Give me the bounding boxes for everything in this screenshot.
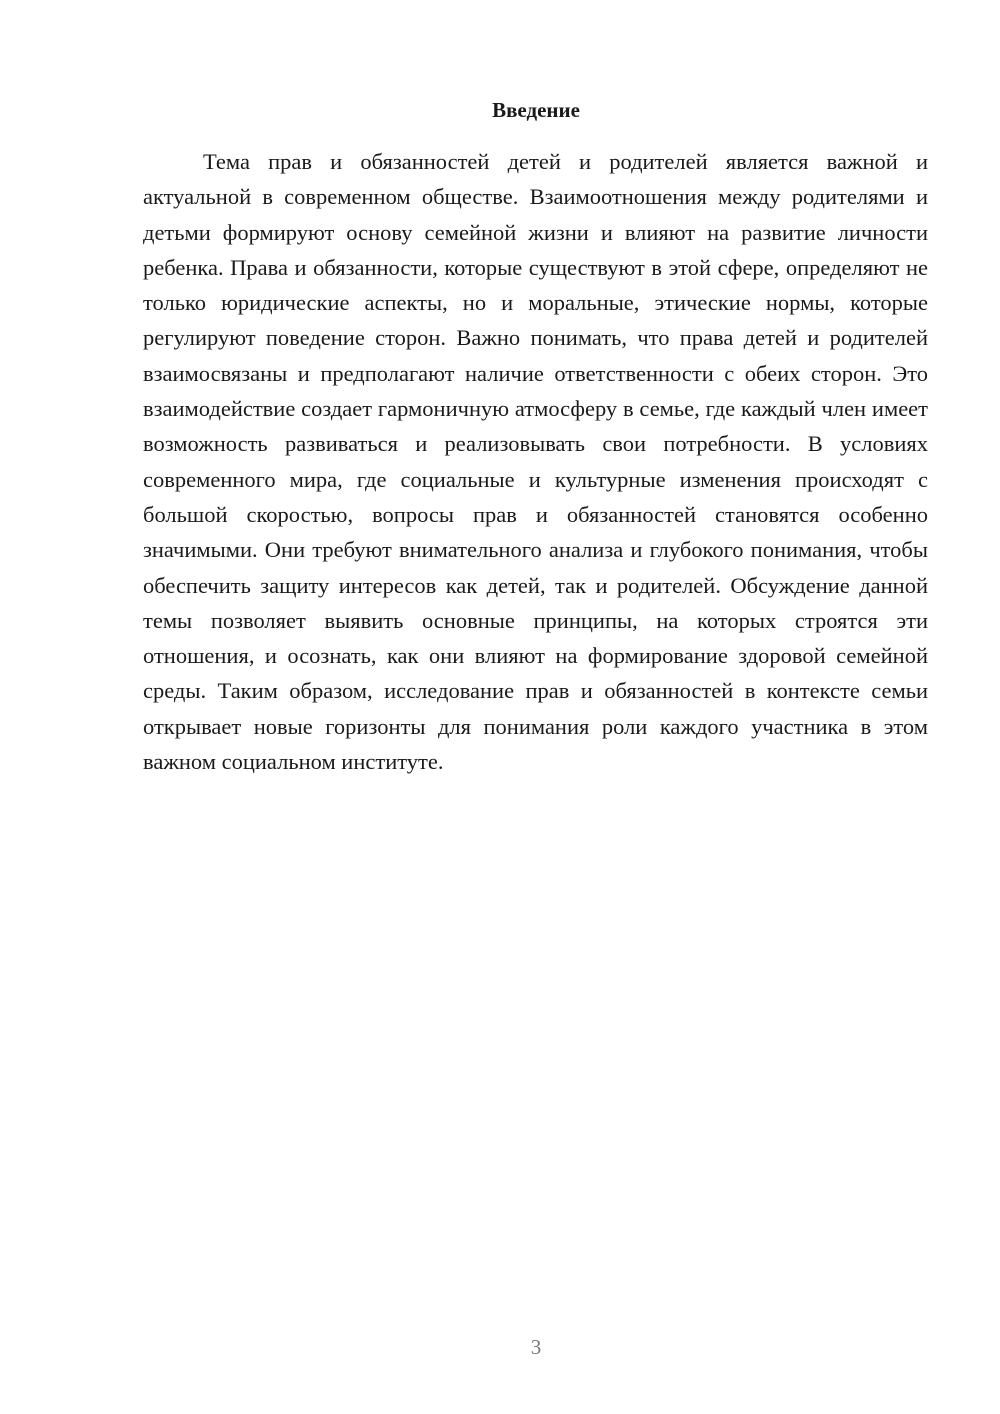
page-number: 3 (530, 1335, 542, 1359)
introduction-paragraph: Тема прав и обязанностей детей и родителей является важной и актуальной в современном обществе. Взаимоотношения между родителями и детьми формируют основу семейной жизни и влияют на развитие личности ребенка. Права и обязанности, которые существуют в этой сфере, определяют не только юридические аспекты, но и моральные, этические нормы, которые регулируют поведение сторон. Важно понимать, что права детей и родителей взаимосвязаны и предполагают наличие ответственности с обеих сторон. Это взаимодействие создает гармоничную атмосферу в семье, где каждый член имеет возможность развиваться и реализовывать свои потребности. В условиях современного мира, где социальные и культурные изменения происходят с большой скоростью, вопросы прав и обязанностей становятся особенно значимыми. Они требуют внимательного анализа и глубокого понимания, чтобы обеспечить защиту интересов как детей, так и родителей. Обсуждение данной темы позволяет выявить основные принципы, на которых строятся эти отношения, и осознать, как они влияют на формирование здоровой семейной среды. Таким образом, исследование прав и обязанностей в контексте семьи открывает новые горизонты для понимания роли каждого участника в этом важном социальном институте. (143, 149, 928, 775)
section-heading: Введение (492, 98, 580, 122)
